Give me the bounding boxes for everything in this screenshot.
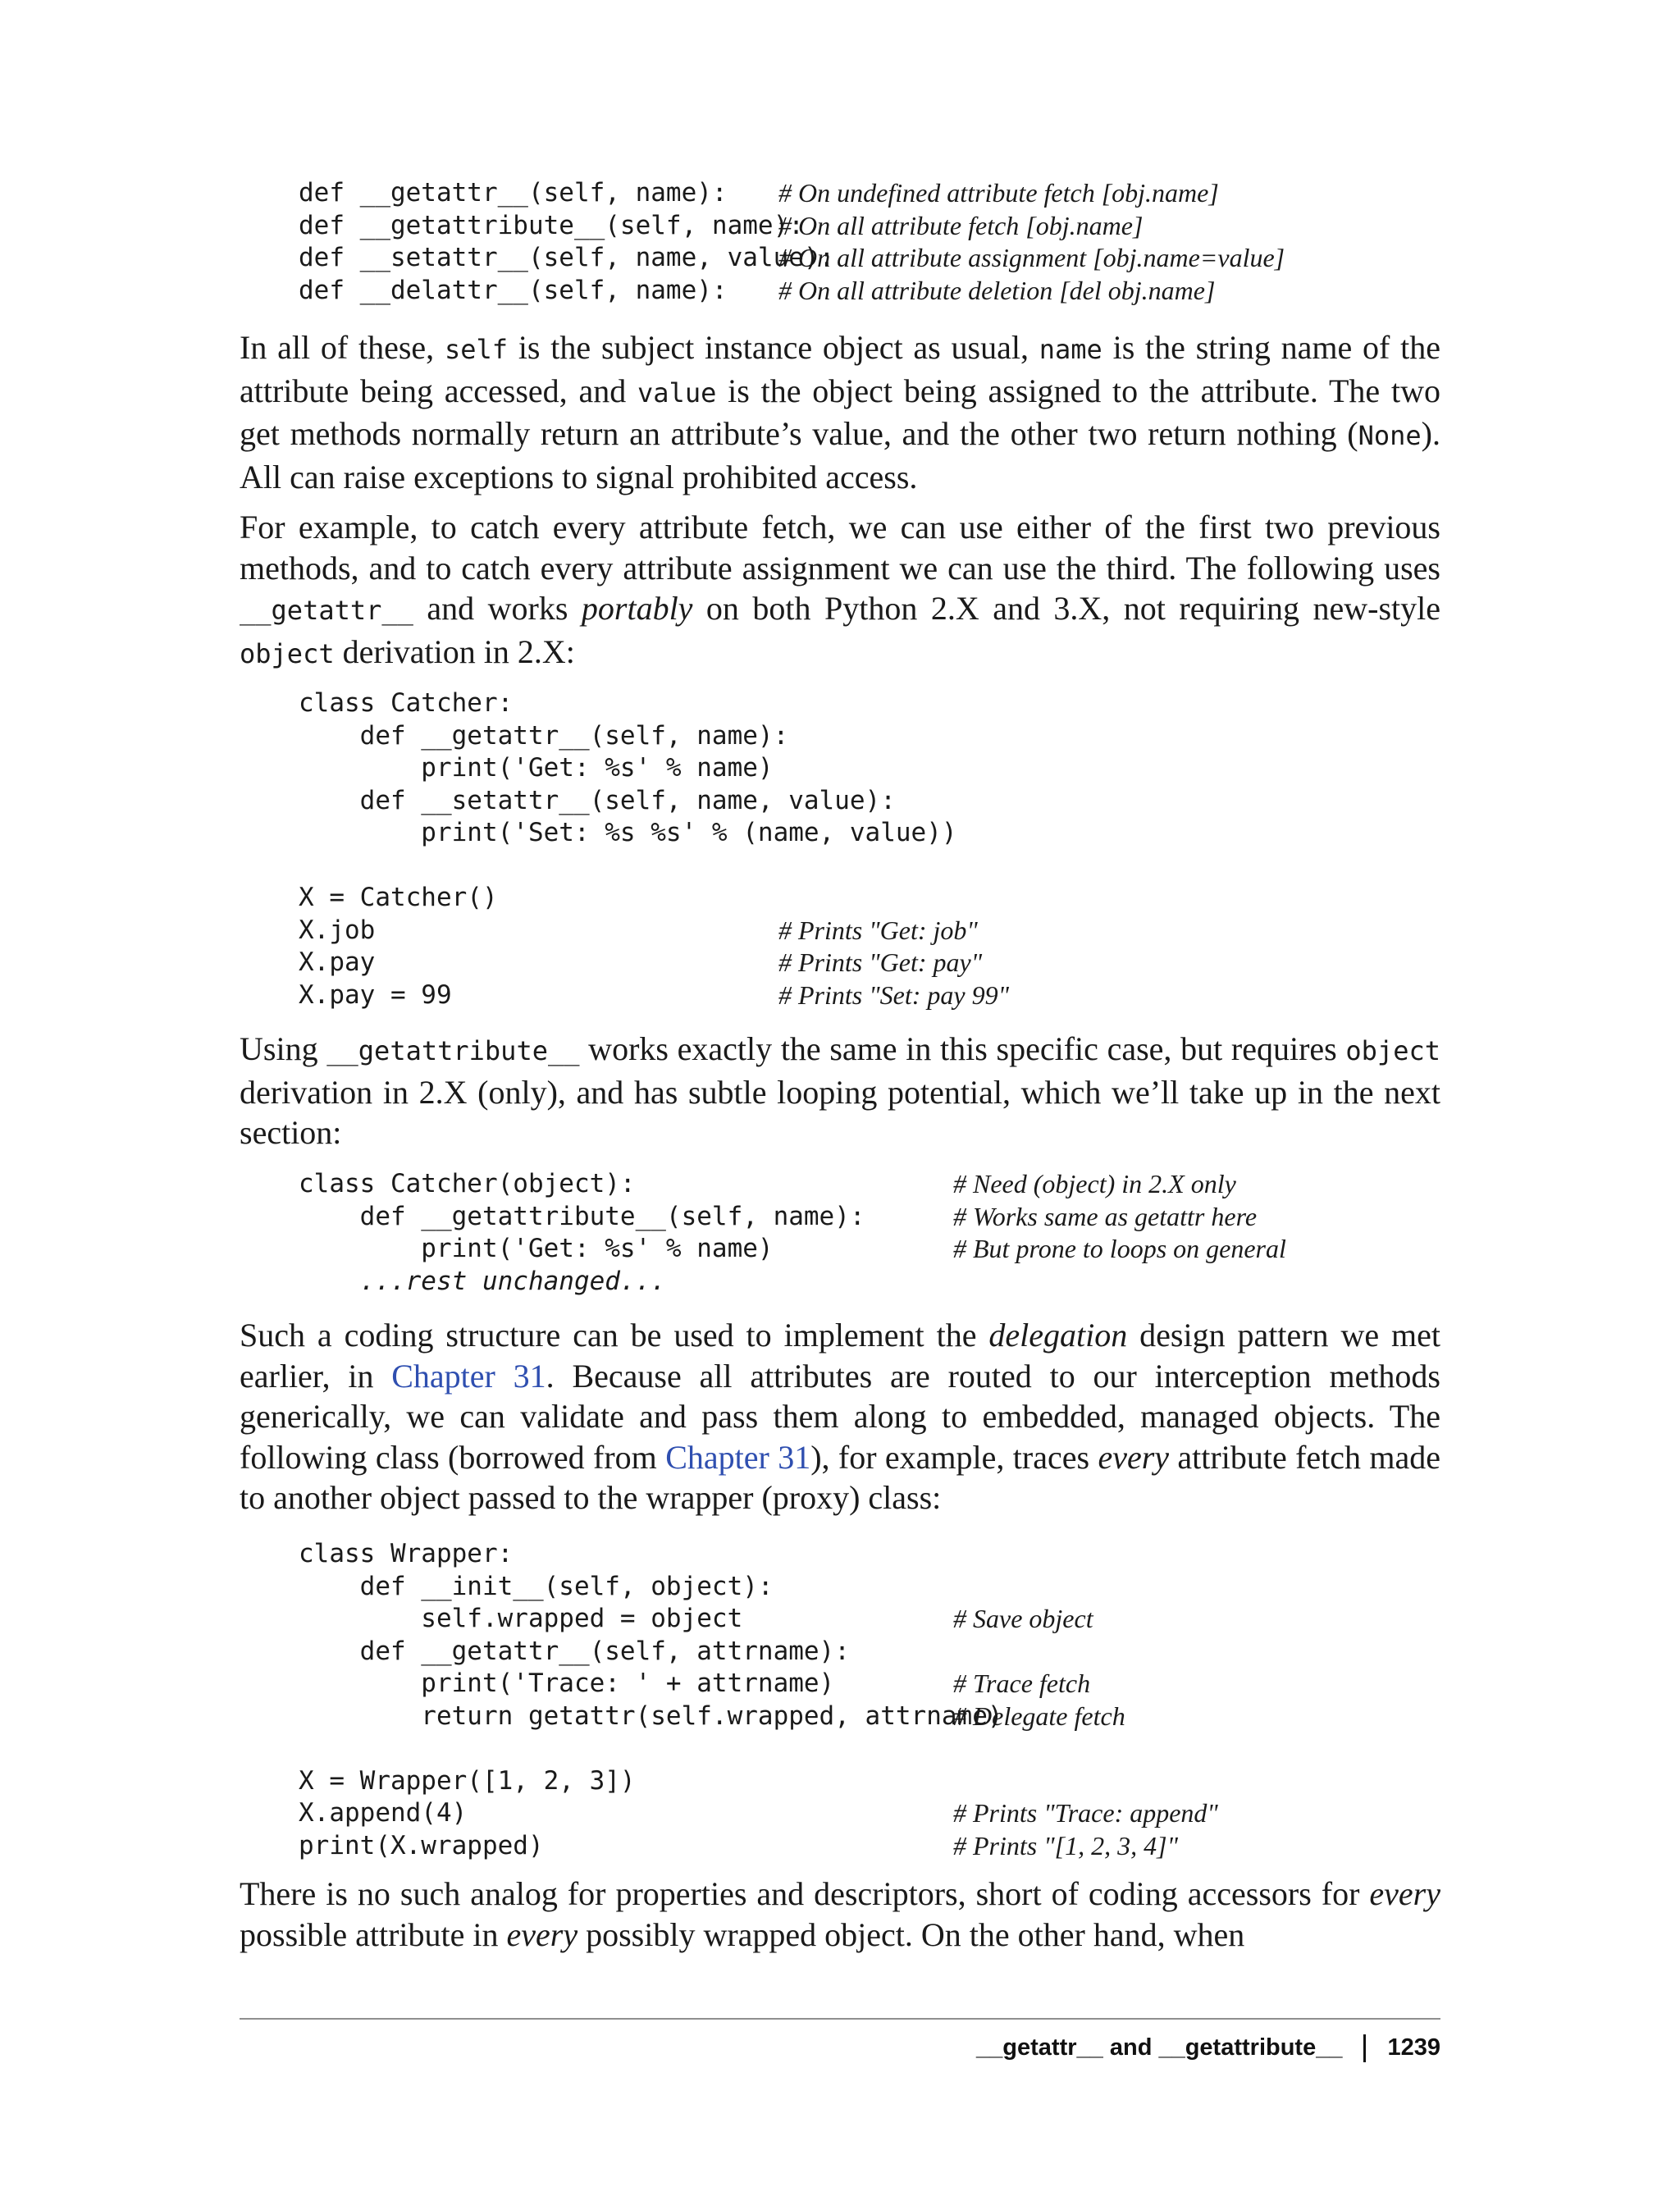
paragraph-method-arguments	[240, 327, 1440, 497]
text-run: attribute fetch made to another object passed to the wrapper (proxy) class:	[240, 1438, 1441, 1516]
code-text: print('Get: %s' % name)	[299, 1234, 774, 1263]
code-comment: # Prints "[1, 2, 3, 4]"	[953, 1830, 1179, 1860]
code-line	[299, 1571, 1003, 1604]
code-line	[299, 1538, 1003, 1571]
code-line	[299, 785, 957, 818]
text-run: is the object being assigned to the attribute. The two get methods normally return an attribute’s value, and the other two return nothing (	[240, 372, 1440, 452]
code-text: print('Trace: ' + attrname)	[299, 1669, 835, 1698]
code-line	[299, 1830, 1179, 1863]
text-run: Such a coding structure can be used to implement the	[240, 1317, 989, 1354]
code-comment: # Delegate fetch	[953, 1701, 1125, 1731]
code-text: X.pay	[299, 947, 376, 977]
code-block-attribute-methods	[299, 177, 1285, 307]
code-comment: # On all attribute deletion [del obj.name]	[778, 275, 1216, 305]
code-line	[299, 1732, 1003, 1765]
emphasis: every	[506, 1915, 578, 1953]
code-line	[299, 720, 957, 753]
code-line	[299, 947, 983, 979]
code-line	[299, 752, 957, 785]
text-run: In all of these,	[240, 329, 445, 366]
inline-code: object	[1345, 1035, 1440, 1066]
code-text: def __getattribute__(self, name):	[299, 210, 804, 240]
code-line	[299, 1266, 865, 1299]
page-footer	[976, 2029, 1440, 2066]
inline-code: self	[444, 334, 509, 365]
code-line	[299, 1603, 1093, 1636]
code-text: def __getattribute__(self, name):	[299, 1201, 865, 1231]
text-run: on both Python 2.X and 3.X, not requiring new-style	[692, 590, 1440, 627]
code-text: ...rest unchanged...	[299, 1266, 666, 1296]
inline-code: object	[240, 637, 335, 669]
code-line	[299, 242, 1285, 275]
text-run: possible attribute in	[240, 1915, 507, 1953]
inline-code: None	[1358, 420, 1422, 451]
text-run: works exactly the same in this specific case, but requires	[579, 1030, 1346, 1067]
inline-code: name	[1039, 334, 1102, 365]
emphasis: every	[1369, 1875, 1440, 1912]
code-text: print('Set: %s %s' % (name, value))	[299, 818, 957, 847]
code-text: X.append(4)	[299, 1798, 468, 1828]
paragraph-catch-example	[240, 507, 1440, 674]
code-text: X = Catcher()	[299, 883, 498, 912]
emphasis: every	[1098, 1438, 1170, 1476]
text-run: Using	[240, 1030, 327, 1067]
inline-code: __getattr__	[240, 595, 413, 626]
code-line	[299, 1201, 1258, 1234]
emphasis: delegation	[988, 1317, 1128, 1354]
code-block-catcher-object	[299, 1168, 1286, 1298]
code-comment: # Prints "Set: pay 99"	[778, 979, 1010, 1010]
inline-code: value	[637, 377, 717, 409]
code-line	[299, 275, 1216, 308]
footer-section-title: __getattr__ and __getattribute__	[976, 2034, 1343, 2061]
code-text: X.job	[299, 915, 376, 945]
chapter-link[interactable]: Chapter 31	[665, 1438, 811, 1476]
footer-rule	[240, 2018, 1440, 2020]
code-text: def __setattr__(self, name, value):	[299, 785, 896, 815]
text-run: is the subject instance object as usual,	[508, 329, 1039, 366]
code-line	[299, 1668, 1091, 1701]
code-comment: # Need (object) in 2.X only	[953, 1169, 1236, 1198]
code-text: def __setattr__(self, name, value):	[299, 243, 835, 272]
code-line	[299, 1701, 1125, 1733]
code-comment: # Works same as getattr here	[953, 1201, 1258, 1231]
paragraph-no-analog	[240, 1874, 1440, 1955]
code-line	[299, 915, 978, 947]
paragraph-getattribute-usage	[240, 1029, 1440, 1153]
code-comment: # Prints "Get: job"	[778, 915, 978, 945]
code-comment: # On all attribute assignment [obj.name=value]	[778, 243, 1285, 272]
text-run: ). All can raise exceptions to signal prohibited access.	[240, 415, 1440, 495]
code-comment: # Save object	[953, 1604, 1093, 1633]
text-run: There is no such analog for properties and descriptors, short of coding accessors for	[240, 1875, 1370, 1912]
code-comment: # On all attribute fetch [obj.name]	[778, 210, 1144, 240]
code-text: def __delattr__(self, name):	[299, 275, 728, 305]
text-run: For example, to catch every attribute fetch, we can use either of the first two previous methods, and to catch every attribute assignment we can use the third. The following uses	[240, 509, 1440, 587]
inline-code: __getattribute__	[326, 1035, 580, 1066]
code-comment: # Trace fetch	[953, 1669, 1091, 1698]
code-text: X.pay = 99	[299, 979, 452, 1010]
code-text: print(X.wrapped)	[299, 1830, 544, 1860]
code-text: class Catcher:	[299, 688, 514, 718]
code-comment: # On undefined attribute fetch [obj.name]	[778, 178, 1219, 208]
text-run: . Because all attributes are routed to our interception methods generically, we can validate and pass them along to embedded, managed objects. The following class (borrowed from	[240, 1357, 1440, 1476]
code-text: self.wrapped = object	[299, 1604, 743, 1633]
code-line	[299, 1168, 1236, 1201]
code-comment: # Prints "Get: pay"	[778, 947, 983, 977]
code-line	[299, 210, 1144, 243]
emphasis: portably	[581, 590, 693, 627]
text-run: is the string name of the attribute being accessed, and	[240, 329, 1440, 409]
code-text: X = Wrapper([1, 2, 3])	[299, 1765, 636, 1796]
text-run: ), for example, traces	[810, 1438, 1098, 1476]
code-line	[299, 1233, 1286, 1266]
page-number: 1239	[1387, 2034, 1440, 2061]
code-line	[299, 817, 957, 850]
code-block-catcher	[299, 687, 1010, 1011]
text-run: possibly wrapped object. On the other hand, when	[578, 1915, 1245, 1953]
text-run: derivation in 2.X (only), and has subtle looping potential, which we’ll take up in the next section:	[240, 1073, 1440, 1151]
code-line	[299, 1797, 1218, 1830]
code-line	[299, 1765, 1003, 1798]
chapter-link[interactable]: Chapter 31	[391, 1357, 546, 1395]
paragraph-delegation	[240, 1315, 1440, 1518]
code-comment: # Prints "Trace: append"	[953, 1798, 1218, 1828]
code-text: class Catcher(object):	[299, 1169, 636, 1198]
code-line	[299, 687, 957, 720]
code-text: print('Get: %s' % name)	[299, 753, 774, 783]
code-line	[299, 979, 1010, 1012]
code-text: def __init__(self, object):	[299, 1571, 774, 1601]
text-run: design pattern we met earlier, in	[240, 1317, 1441, 1395]
code-block-wrapper	[299, 1538, 1218, 1862]
code-comment: # But prone to loops on general	[953, 1234, 1286, 1263]
code-line	[299, 882, 957, 915]
text-run: derivation in 2.X:	[334, 632, 575, 670]
code-text: def __getattr__(self, name):	[299, 720, 789, 751]
text-run: and works	[413, 590, 582, 627]
code-text: def __getattr__(self, attrname):	[299, 1636, 850, 1666]
code-text: return getattr(self.wrapped, attrname)	[299, 1701, 1003, 1731]
code-text: class Wrapper:	[299, 1539, 514, 1568]
code-text: def __getattr__(self, name):	[299, 178, 728, 208]
code-line	[299, 1636, 1003, 1669]
code-line	[299, 850, 957, 883]
footer-separator	[1363, 2034, 1366, 2062]
code-line	[299, 177, 1219, 210]
